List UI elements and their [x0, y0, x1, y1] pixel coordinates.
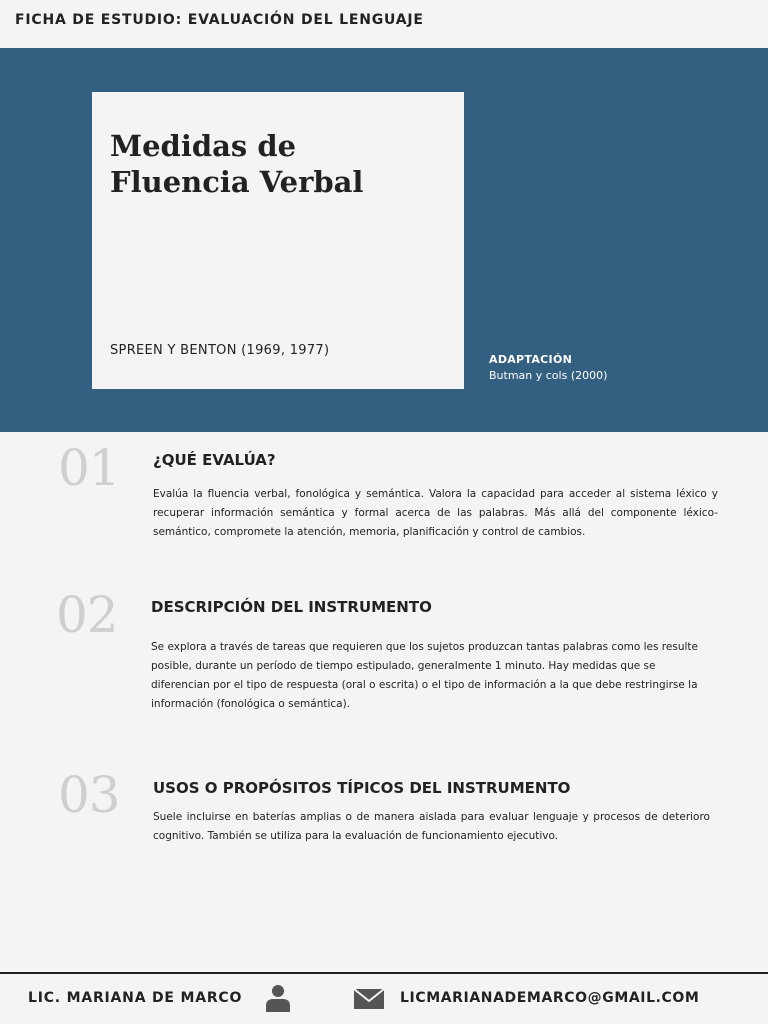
- section-body: Evalúa la fluencia verbal, fonológica y semántica. Valora la capacidad para acceder al sistema léxico y recuperar información semántica y formal acerca de las palabras. Más allá del componente léxico-semántico, compromete la atención, memoria, planificación y control de cambios.: [153, 488, 718, 538]
- authors-citation: SPREEN Y BENTON (1969, 1977): [110, 343, 330, 358]
- author-email[interactable]: LICMARIANADEMARCO@GMAIL.COM: [400, 990, 700, 1006]
- section-number: 02: [56, 586, 118, 644]
- footer-divider: [0, 972, 768, 974]
- document-header-title: FICHA DE ESTUDIO: EVALUACIÓN DEL LENGUAJE: [15, 12, 424, 28]
- section-title: DESCRIPCIÓN DEL INSTRUMENTO: [151, 598, 432, 616]
- person-icon: [265, 984, 291, 1012]
- title-card: [92, 92, 464, 389]
- section-title: ¿QUÉ EVALÚA?: [153, 451, 276, 469]
- section-title: USOS O PROPÓSITOS TÍPICOS DEL INSTRUMENTO: [153, 779, 571, 797]
- section-body: Suele incluirse en baterías amplias o de manera aislada para evaluar lenguaje y procesos de deterioro cognitivo. También se utiliza para la evaluación de funcionamiento ejecutivo.: [153, 811, 710, 842]
- section-body: Se explora a través de tareas que requieren que los sujetos produzcan tantas palabras como les resulte posible, durante un período de tiempo estipulado, generalmente 1 minuto. Hay medidas que se diferencian por el tipo de respuesta (oral o escrita) o el tipo de información a la que debe restringirse la información (fonológica o semántica).: [151, 641, 698, 710]
- adaptation-value: Butman y cols (2000): [489, 369, 608, 382]
- section-number: 01: [58, 439, 120, 497]
- author-name: LIC. MARIANA DE MARCO: [28, 990, 243, 1006]
- adaptation-label: ADAPTACIÓN: [489, 353, 573, 366]
- section-number: 03: [58, 766, 120, 824]
- hero-banner: [0, 48, 768, 432]
- mail-icon: [353, 988, 385, 1010]
- document-title: Medidas de Fluencia Verbal: [110, 129, 364, 199]
- header-bar: [0, 0, 768, 48]
